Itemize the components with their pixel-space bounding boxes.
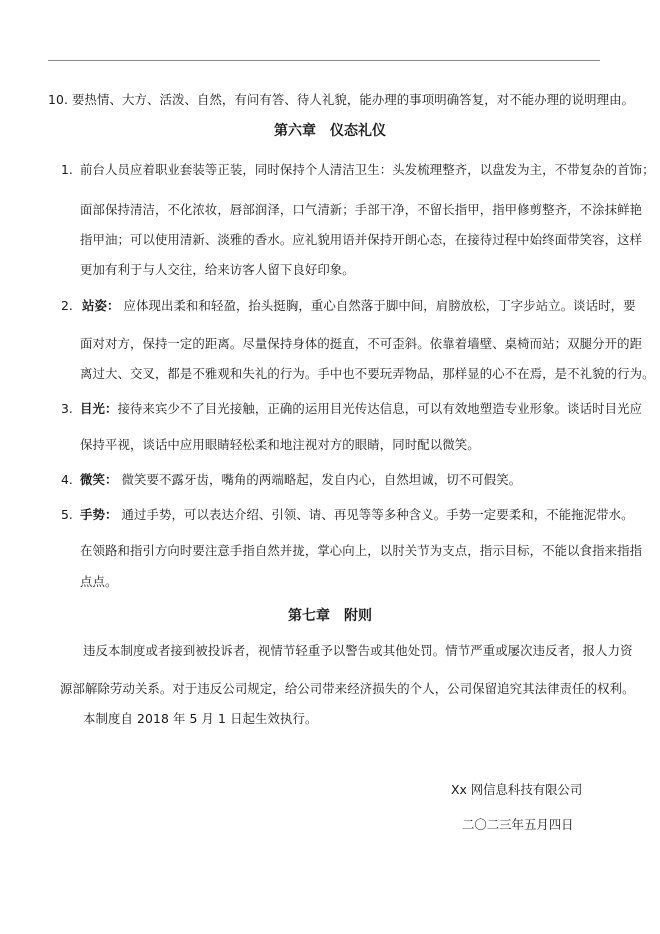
chapter-7-para-1-line-1: 违反本制度或者接到被投诉者，视情节轻重予以警告或其他处罚。情节严重或屡次违反者，报人力资 — [83, 643, 633, 658]
item-1-line-4: 更加有利于与人交往，给来访客人留下良好印象。 — [80, 262, 355, 277]
item-5-text: 通过手势，可以表达介绍、引领、请、再见等等多种含义。手势一定要柔和，不能拖泥带水。 — [117, 507, 634, 522]
chapter-7-heading: 第七章 附则 — [288, 608, 372, 624]
item-4-number: 4. — [61, 472, 73, 487]
item-5-line-2: 在领路和指引方向时要注意手指自然并拢，掌心向上，以肘关节为支点，指示目标，不能以食指来指指 — [80, 543, 643, 558]
item-2-label: 站姿： — [82, 298, 120, 313]
chapter-7-para-2: 本制度自 2018 年 5 月 1 日起生效执行。 — [83, 711, 318, 726]
item-3-line-2: 保持平视，谈话中应用眼睛轻松柔和地注视对方的眼睛，同时配以微笑。 — [80, 437, 480, 452]
chapter-7-para-1-line-2: 源部解除劳动关系。对于违反公司规定，给公司带来经济损失的个人，公司保留追究其法律责任的权利。 — [60, 681, 635, 696]
item-5-number: 5. — [61, 507, 73, 522]
item-5-label: 手势： — [80, 507, 118, 522]
item-2-line-3: 离过大、交叉，都是不雅观和失礼的行为。手中也不要玩弄物品，那样显的心不在焉，是不礼貌的行为。 — [80, 366, 655, 381]
header-rule — [48, 60, 600, 61]
chapter-6-heading: 第六章 仪态礼仪 — [274, 123, 386, 139]
item-3-label: 目光： — [80, 401, 118, 416]
item-2-line-1 — [82, 298, 636, 314]
item-4-line-1 — [80, 472, 521, 488]
item-3-number: 3. — [61, 401, 73, 416]
item-1-line-3: 指甲油；可以使用清新、淡雅的香水。应礼貌用语并保持开朗心态，在接待过程中始终面带笑容，这样 — [80, 232, 643, 247]
item-1-line-2: 面部保持清洁，不化浓妆，唇部润泽，口气清新；手部干净，不留长指甲，指甲修剪整齐，不涂抹鲜艳 — [80, 202, 643, 217]
item-1-number: 1. — [61, 162, 73, 177]
item-1-line-1: 前台人员应着职业套装等正装，同时保持个人清洁卫生：头发梳理整齐，以盘发为主，不带复杂的首饰； — [80, 162, 655, 177]
item-5-line-1 — [80, 507, 634, 523]
item-3-line-1 — [80, 401, 642, 417]
item-4-label: 微笑： — [80, 472, 118, 487]
item-3-text: 接待来宾少不了目光接触，正确的运用目光传达信息，可以有效地塑造专业形象。谈话时目光应 — [117, 401, 643, 416]
item-2-text: 应体现出柔和和轻盈，抬头挺胸，重心自然落于脚中间，肩膀放松，丁字步站立。谈话时，要 — [119, 298, 636, 313]
item-4-text: 微笑要不露牙齿，嘴角的两端略起，发自内心，自然坦诚，切不可假笑。 — [117, 472, 522, 487]
signature-company: Xx 网信息科技有限公司 — [451, 782, 583, 797]
item-10-text: 10. 要热情、大方、活泼、自然，有问有答、待人礼貌，能办理的事项明确答复，对不能办理的说明理由。 — [48, 92, 635, 107]
item-2-line-2: 面对对方，保持一定的距离。尽量保持身体的挺直，不可歪斜。依靠着墙壁、桌椅而站；双腿分开的距 — [80, 336, 643, 351]
signature-date: 二〇二三年五月四日 — [462, 817, 574, 832]
item-5-line-3: 点点。 — [80, 574, 118, 589]
item-2-number: 2. — [61, 298, 73, 313]
